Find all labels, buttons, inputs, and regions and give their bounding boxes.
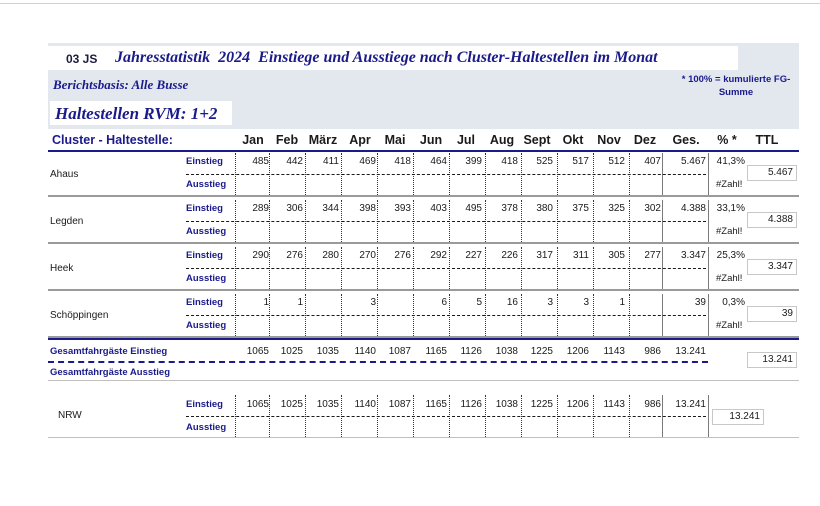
column-header-jul: Jul (456, 133, 476, 147)
column-header-mai: Mai (384, 133, 406, 147)
ausstieg-label: Ausstieg (186, 422, 227, 433)
einstieg-heek-mai: 276 (394, 250, 411, 261)
percent-error-legden: #Zahl! (716, 226, 743, 237)
ttl-heek: 3.347 (747, 259, 797, 275)
einstieg-ahaus-jul: 399 (465, 156, 482, 167)
einstieg-legden-mai: 393 (394, 203, 411, 214)
station-name-heek: Heek (50, 263, 74, 274)
nrw-einstieg-sept: 1225 (530, 399, 553, 410)
nrw-einstieg-märz: 1035 (316, 399, 339, 410)
nrw-einstieg-feb: 1025 (280, 399, 303, 410)
total-ausstieg-label: Gesamtfahrgäste Ausstieg (50, 367, 171, 378)
header-underline (48, 150, 799, 152)
total-einstieg-feb: 1025 (280, 346, 303, 357)
percent-error-ahaus: #Zahl! (716, 179, 743, 190)
einstieg-legden-dez: 302 (644, 203, 661, 214)
einstieg-ahaus-jan: 485 (252, 156, 269, 167)
einstieg-heek-jan: 290 (252, 250, 269, 261)
top-divider (0, 3, 820, 4)
total-einstieg-jun: 1165 (425, 346, 447, 357)
row-dashed-divider (186, 174, 706, 175)
einstieg-label: Einstieg (186, 297, 223, 308)
einstieg-legden-sept: 380 (536, 203, 553, 214)
totals-top-line (48, 338, 799, 340)
einstieg-sch-ppingen-apr: 3 (370, 297, 376, 308)
row-dashed-divider (186, 315, 706, 316)
percent-footnote: * 100% = kumulierte FG-Summe (681, 74, 791, 98)
total-einstieg-label: Gesamtfahrgäste Einstieg (50, 346, 168, 357)
ausstieg-label: Ausstieg (186, 320, 227, 331)
row-dashed-divider (186, 416, 706, 417)
einstieg-ahaus-sept: 525 (536, 156, 553, 167)
einstieg-heek-okt: 311 (573, 250, 589, 261)
einstieg-legden-nov: 325 (608, 203, 625, 214)
nrw-einstieg-jun: 1165 (425, 399, 447, 410)
column-header-märz: März (308, 133, 338, 147)
column-header-dez: Dez (633, 133, 657, 147)
total-einstieg-jul: 1126 (460, 346, 482, 357)
column-header-cluster: Cluster - Haltestelle: (52, 133, 173, 147)
total-einstieg-jan: 1065 (246, 346, 269, 357)
ausstieg-label: Ausstieg (186, 179, 227, 190)
ttl-legden: 4.388 (747, 212, 797, 228)
einstieg-sch-ppingen-okt: 3 (583, 297, 589, 308)
ttl-nrw: 13.241 (712, 409, 764, 425)
total-einstieg-dez: 986 (644, 346, 661, 357)
column-header-apr: Apr (349, 133, 371, 147)
einstieg-legden-jan: 289 (252, 203, 269, 214)
total-ahaus: 5.467 (680, 156, 706, 167)
column-header-total: Ges. (672, 133, 700, 147)
total-einstieg-aug: 1038 (495, 346, 518, 357)
nrw-einstieg-jan: 1065 (246, 399, 269, 410)
einstieg-label: Einstieg (186, 399, 223, 410)
einstieg-ahaus-apr: 469 (359, 156, 376, 167)
percent-heek: 25,3% (716, 250, 745, 261)
einstieg-sch-ppingen-aug: 16 (506, 297, 518, 308)
percent-sch-ppingen: 0,3% (722, 297, 745, 308)
total-einstieg-okt: 1206 (566, 346, 589, 357)
row-separator (48, 195, 799, 197)
einstieg-legden-feb: 306 (286, 203, 303, 214)
percent-error-sch-ppingen: #Zahl! (716, 320, 743, 331)
einstieg-sch-ppingen-nov: 1 (619, 297, 625, 308)
total-einstieg-apr: 1140 (354, 346, 376, 357)
einstieg-heek-jul: 227 (465, 250, 482, 261)
einstieg-label: Einstieg (186, 203, 223, 214)
einstieg-ahaus-aug: 418 (501, 156, 518, 167)
einstieg-legden-apr: 398 (359, 203, 376, 214)
total-einstieg-märz: 1035 (316, 346, 339, 357)
station-name-sch-ppingen: Schöppingen (50, 310, 109, 321)
column-header-sept: Sept (523, 133, 551, 147)
report-basis: Berichtsbasis: Alle Busse (53, 77, 189, 92)
einstieg-legden-märz: 344 (322, 203, 339, 214)
nrw-einstieg-nov: 1143 (603, 399, 625, 410)
einstieg-ahaus-nov: 512 (608, 156, 625, 167)
einstieg-ahaus-dez: 407 (644, 156, 661, 167)
column-header-percent: % * (717, 133, 737, 147)
column-header-aug: Aug (489, 133, 515, 147)
report-year: 2024 (218, 49, 251, 66)
totals-bottom-line (48, 380, 799, 381)
einstieg-sch-ppingen-jan: 1 (263, 297, 269, 308)
ttl-ahaus: 5.467 (747, 165, 797, 181)
column-header-feb: Feb (275, 133, 299, 147)
total-einstieg-sept: 1225 (530, 346, 553, 357)
row-separator (48, 289, 799, 291)
station-name-ahaus: Ahaus (50, 169, 79, 180)
title-post: Einstiege und Ausstiege nach Cluster-Haltestellen im Monat (258, 49, 658, 66)
einstieg-label: Einstieg (186, 156, 223, 167)
nrw-einstieg-apr: 1140 (354, 399, 376, 410)
nrw-einstieg-aug: 1038 (495, 399, 518, 410)
nrw-einstieg-dez: 986 (644, 399, 661, 410)
einstieg-ahaus-okt: 517 (572, 156, 589, 167)
grand-total: 13.241 (675, 346, 706, 357)
einstieg-legden-jul: 495 (465, 203, 482, 214)
einstieg-ahaus-jun: 464 (430, 156, 447, 167)
einstieg-sch-ppingen-feb: 1 (297, 297, 303, 308)
einstieg-sch-ppingen-sept: 3 (547, 297, 553, 308)
ausstieg-label: Ausstieg (186, 226, 227, 237)
station-name-nrw: NRW (58, 410, 82, 421)
title-pre: Jahresstatistik (115, 49, 211, 66)
total-einstieg-mai: 1087 (388, 346, 411, 357)
row-separator (48, 437, 799, 438)
column-header-jan: Jan (242, 133, 264, 147)
station-name-legden: Legden (50, 216, 84, 227)
nrw-total: 13.241 (675, 399, 706, 410)
column-header-okt: Okt (562, 133, 584, 147)
einstieg-ahaus-feb: 442 (286, 156, 303, 167)
percent-error-heek: #Zahl! (716, 273, 743, 284)
total-legden: 4.388 (680, 203, 706, 214)
nrw-einstieg-mai: 1087 (388, 399, 411, 410)
ttl-grand-total: 13.241 (747, 352, 797, 368)
einstieg-ahaus-mai: 418 (394, 156, 411, 167)
einstieg-heek-nov: 305 (608, 250, 625, 261)
row-dashed-divider (186, 268, 706, 269)
einstieg-ahaus-märz: 411 (323, 156, 339, 167)
einstieg-legden-aug: 378 (501, 203, 518, 214)
einstieg-legden-jun: 403 (430, 203, 447, 214)
total-heek: 3.347 (680, 250, 706, 261)
einstieg-heek-aug: 226 (501, 250, 518, 261)
total-einstieg-nov: 1143 (603, 346, 625, 357)
report-code: 03 JS (66, 52, 98, 66)
totals-dashed-divider (48, 361, 708, 363)
row-dashed-divider (186, 221, 706, 222)
nrw-grid-line (708, 395, 709, 437)
column-header-jun: Jun (419, 133, 443, 147)
nrw-einstieg-jul: 1126 (460, 399, 482, 410)
ausstieg-label: Ausstieg (186, 273, 227, 284)
einstieg-heek-jun: 292 (430, 250, 447, 261)
row-separator (48, 242, 799, 244)
einstieg-heek-märz: 280 (322, 250, 339, 261)
einstieg-sch-ppingen-jul: 5 (476, 297, 482, 308)
einstieg-heek-feb: 276 (286, 250, 303, 261)
percent-legden: 33,1% (716, 203, 745, 214)
einstieg-heek-sept: 317 (536, 250, 553, 261)
einstieg-legden-okt: 375 (572, 203, 589, 214)
rvm-label: Haltestellen RVM: 1+2 (55, 104, 218, 123)
einstieg-heek-apr: 270 (359, 250, 376, 261)
nrw-einstieg-okt: 1206 (566, 399, 589, 410)
einstieg-sch-ppingen-jun: 6 (441, 297, 447, 308)
percent-ahaus: 41,3% (716, 156, 745, 167)
einstieg-label: Einstieg (186, 250, 223, 261)
report-title (115, 49, 658, 67)
column-header-nov: Nov (597, 133, 621, 147)
total-sch-ppingen: 39 (694, 297, 706, 308)
column-header-ttl: TTL (755, 133, 779, 147)
ttl-sch-ppingen: 39 (747, 306, 797, 322)
einstieg-heek-dez: 277 (644, 250, 661, 261)
